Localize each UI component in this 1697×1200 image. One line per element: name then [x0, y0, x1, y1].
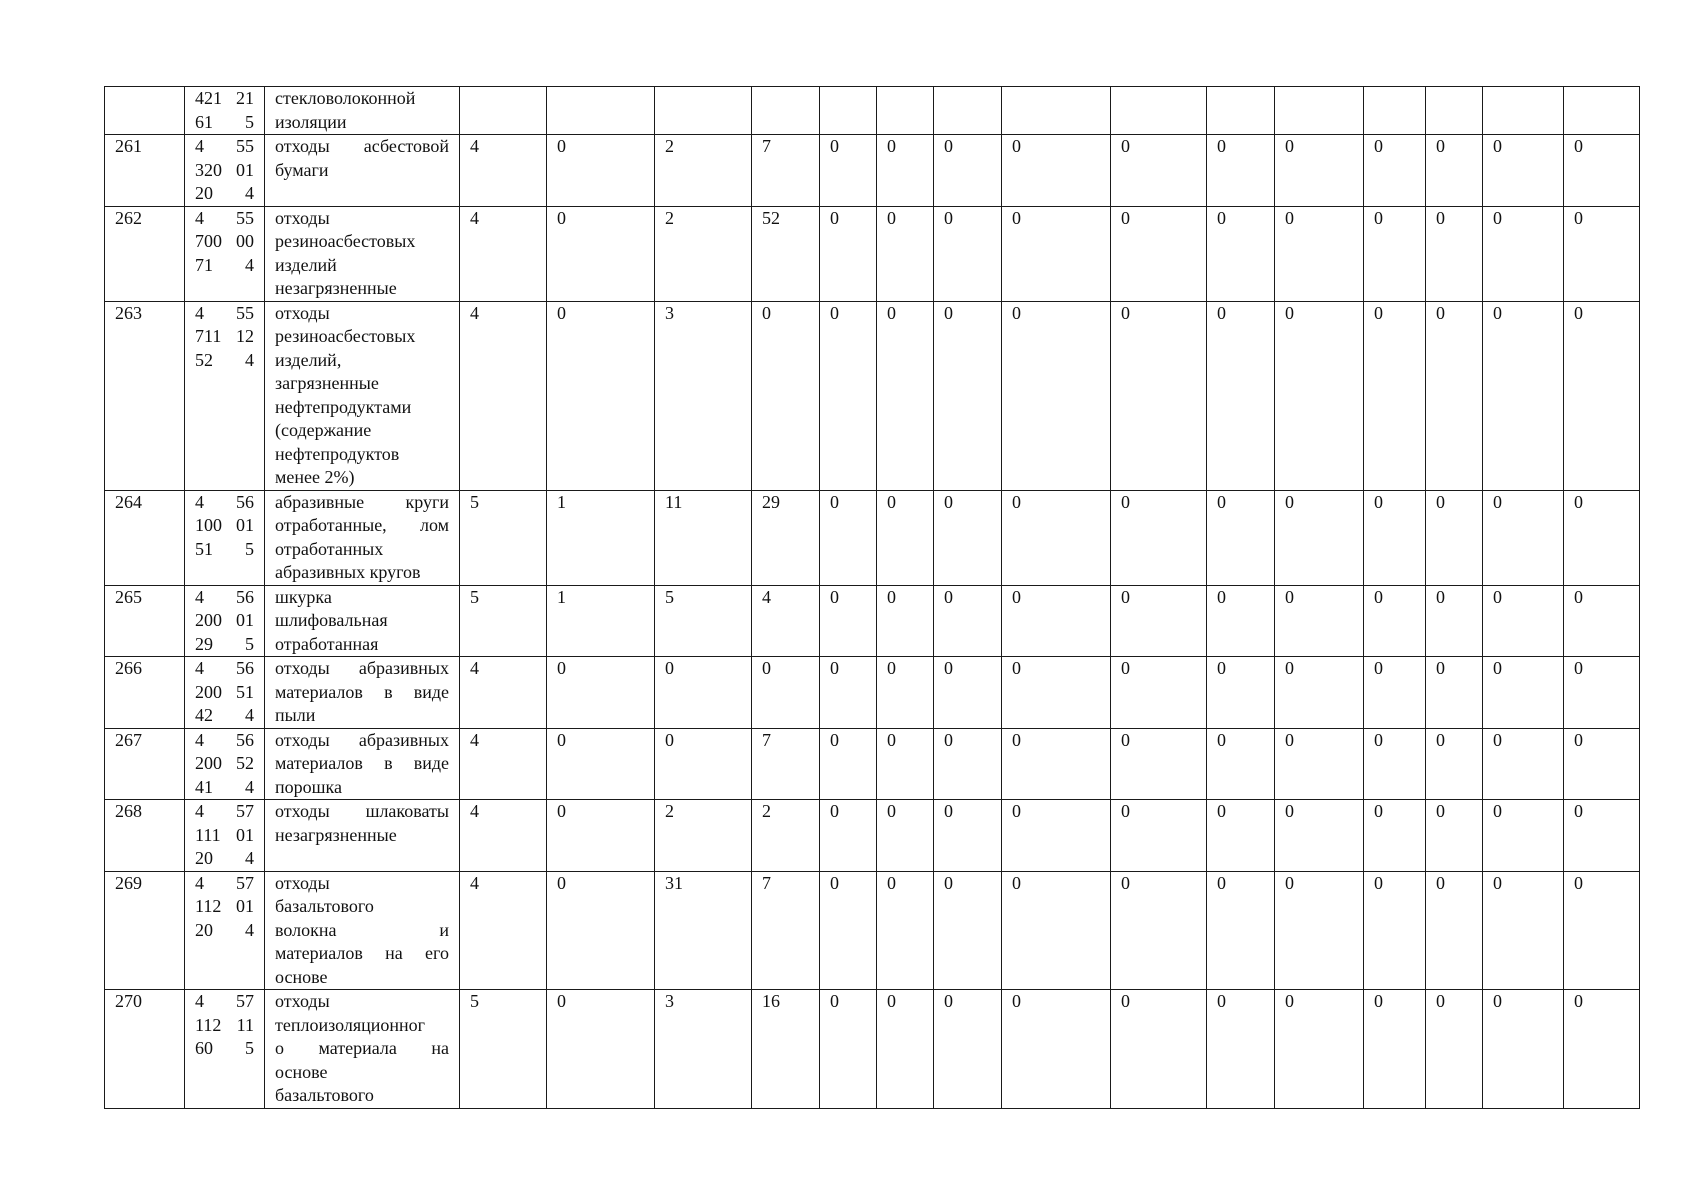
- waste-name-line: стекловолоконной: [275, 88, 416, 108]
- value-cell: 0: [934, 301, 1002, 490]
- value-cell: [1002, 87, 1111, 135]
- value-cell: 0: [877, 585, 934, 657]
- value-cell: 0: [1364, 135, 1426, 207]
- waste-code-line: 4 57: [195, 801, 254, 821]
- value-cell: 0: [1564, 728, 1640, 800]
- value-cell: 4: [460, 135, 547, 207]
- value-cell: 11: [655, 490, 752, 585]
- value-cell: 0: [934, 871, 1002, 990]
- value-cell: 0: [1002, 871, 1111, 990]
- value-cell: 0: [1426, 206, 1483, 301]
- value-cell: 0: [1207, 585, 1275, 657]
- waste-code-cell: [185, 871, 265, 990]
- waste-code-line: 29 5: [195, 633, 254, 654]
- value-cell: [1207, 87, 1275, 135]
- value-cell: 0: [1111, 871, 1207, 990]
- value-cell: 0: [1483, 585, 1564, 657]
- waste-name-line: незагрязненные: [275, 824, 397, 845]
- waste-code-line: 61 5: [195, 111, 254, 132]
- table-row: [105, 871, 1640, 990]
- value-cell: 0: [820, 135, 877, 207]
- waste-code-line: 60 5: [195, 1038, 254, 1058]
- waste-code-line: 111 01: [195, 824, 254, 845]
- value-cell: 0: [1564, 871, 1640, 990]
- value-cell: 4: [460, 871, 547, 990]
- value-cell: 7: [752, 135, 820, 207]
- value-cell: 0: [547, 301, 655, 490]
- row-number-cell: [105, 87, 185, 135]
- value-cell: 0: [1275, 657, 1364, 729]
- value-cell: 0: [1426, 728, 1483, 800]
- waste-name-line: незагрязненные: [275, 278, 397, 298]
- table-row: [105, 490, 1640, 585]
- waste-name-line: материалов на его: [275, 943, 449, 963]
- value-cell: 0: [1364, 585, 1426, 657]
- waste-name-cell: [265, 135, 460, 207]
- waste-code-line: 200 52: [195, 753, 254, 773]
- waste-name-line: пыли: [275, 705, 316, 725]
- waste-code-line: 112 01: [195, 896, 254, 916]
- value-cell: [1364, 87, 1426, 135]
- value-cell: 0: [1111, 135, 1207, 207]
- value-cell: 0: [1275, 135, 1364, 207]
- value-cell: 0: [1275, 490, 1364, 585]
- value-cell: 0: [820, 490, 877, 585]
- waste-name-line: шлифовальная: [275, 610, 388, 630]
- waste-code-line: 421 21: [195, 88, 254, 108]
- value-cell: 0: [1002, 206, 1111, 301]
- value-cell: 0: [1426, 800, 1483, 872]
- waste-code-line: 4 55: [195, 302, 254, 323]
- value-cell: 4: [460, 301, 547, 490]
- value-cell: 3: [655, 990, 752, 1109]
- waste-code-line: 20 4: [195, 183, 254, 203]
- value-cell: 0: [1564, 585, 1640, 657]
- value-cell: 4: [752, 585, 820, 657]
- value-cell: 0: [877, 301, 934, 490]
- value-cell: 0: [1002, 301, 1111, 490]
- row-number-cell: 269: [105, 871, 185, 990]
- value-cell: 0: [1483, 301, 1564, 490]
- table-row: [105, 87, 1640, 135]
- waste-name-cell: [265, 585, 460, 657]
- value-cell: [1426, 87, 1483, 135]
- waste-code-line: 4 57: [195, 872, 254, 893]
- value-cell: 0: [1207, 728, 1275, 800]
- value-cell: 5: [460, 585, 547, 657]
- value-cell: 0: [934, 800, 1002, 872]
- table-row: [105, 990, 1640, 1109]
- value-cell: 0: [1426, 871, 1483, 990]
- value-cell: 4: [460, 657, 547, 729]
- value-cell: 0: [1002, 490, 1111, 585]
- value-cell: 1: [547, 585, 655, 657]
- table-row: [105, 800, 1640, 872]
- value-cell: [1275, 87, 1364, 135]
- value-cell: 0: [1564, 657, 1640, 729]
- value-cell: 0: [820, 728, 877, 800]
- waste-name-line: бумаги: [275, 159, 329, 180]
- waste-code-cell: [185, 490, 265, 585]
- waste-name-line: абразивные круги: [275, 491, 449, 512]
- row-number-cell: 266: [105, 657, 185, 729]
- value-cell: 0: [877, 657, 934, 729]
- value-cell: 0: [1426, 990, 1483, 1109]
- value-cell: 0: [1111, 990, 1207, 1109]
- value-cell: [547, 87, 655, 135]
- waste-code-line: 4 57: [195, 991, 254, 1011]
- value-cell: 2: [655, 206, 752, 301]
- table-row: [105, 585, 1640, 657]
- value-cell: 0: [547, 800, 655, 872]
- value-cell: 0: [1483, 728, 1564, 800]
- value-cell: 0: [1564, 800, 1640, 872]
- value-cell: 0: [1483, 490, 1564, 585]
- value-cell: [460, 87, 547, 135]
- value-cell: 0: [655, 728, 752, 800]
- waste-code-line: 51 5: [195, 538, 254, 559]
- value-cell: 0: [752, 657, 820, 729]
- value-cell: 0: [1207, 206, 1275, 301]
- value-cell: [752, 87, 820, 135]
- value-cell: 0: [820, 990, 877, 1109]
- value-cell: 0: [820, 657, 877, 729]
- value-cell: 52: [752, 206, 820, 301]
- waste-name-line: отходы абразивных: [275, 729, 449, 750]
- value-cell: 0: [934, 585, 1002, 657]
- waste-code-line: 200 51: [195, 681, 254, 702]
- waste-table: [104, 86, 1640, 1109]
- value-cell: 0: [1275, 585, 1364, 657]
- waste-code-line: 4 55: [195, 207, 254, 228]
- value-cell: 0: [820, 301, 877, 490]
- waste-code-line: 4 56: [195, 491, 254, 512]
- value-cell: [877, 87, 934, 135]
- value-cell: 0: [1364, 657, 1426, 729]
- value-cell: 0: [1111, 585, 1207, 657]
- waste-name-line: отходы асбестовой: [275, 136, 449, 156]
- value-cell: 0: [1426, 135, 1483, 207]
- value-cell: 0: [1275, 871, 1364, 990]
- waste-code-cell: [185, 301, 265, 490]
- waste-code-cell: [185, 657, 265, 729]
- value-cell: 0: [1564, 990, 1640, 1109]
- value-cell: 0: [1364, 206, 1426, 301]
- waste-code-line: 711 12: [195, 326, 254, 346]
- waste-code-cell: [185, 206, 265, 301]
- waste-name-line: волокна и: [275, 919, 449, 940]
- waste-name-line: порошка: [275, 776, 342, 797]
- value-cell: 0: [1275, 301, 1364, 490]
- waste-code-line: 20 4: [195, 919, 254, 940]
- value-cell: 0: [1111, 800, 1207, 872]
- value-cell: 0: [547, 871, 655, 990]
- waste-code-line: 4 56: [195, 658, 254, 678]
- value-cell: 0: [547, 657, 655, 729]
- waste-name-cell: [265, 871, 460, 990]
- value-cell: 0: [820, 585, 877, 657]
- waste-name-line: отходы шлаковаты: [275, 801, 449, 821]
- value-cell: 0: [1002, 657, 1111, 729]
- value-cell: 0: [1426, 490, 1483, 585]
- value-cell: 0: [1207, 871, 1275, 990]
- waste-name-cell: [265, 657, 460, 729]
- value-cell: 0: [547, 206, 655, 301]
- value-cell: 29: [752, 490, 820, 585]
- value-cell: [820, 87, 877, 135]
- waste-name-line: изделий: [275, 254, 337, 275]
- waste-name-line: о материала на: [275, 1038, 449, 1058]
- value-cell: 0: [1207, 657, 1275, 729]
- waste-name-line: материалов в виде: [275, 681, 449, 702]
- row-number-cell: 265: [105, 585, 185, 657]
- waste-name-cell: [265, 728, 460, 800]
- value-cell: [1111, 87, 1207, 135]
- waste-name-line: отходы: [275, 207, 330, 228]
- waste-code-line: 200 01: [195, 610, 254, 630]
- waste-code-cell: [185, 135, 265, 207]
- waste-code-cell: [185, 728, 265, 800]
- waste-name-line: отработанных: [275, 538, 384, 559]
- value-cell: 31: [655, 871, 752, 990]
- value-cell: 0: [1002, 585, 1111, 657]
- value-cell: 0: [1207, 490, 1275, 585]
- value-cell: 0: [1483, 800, 1564, 872]
- value-cell: [1564, 87, 1640, 135]
- value-cell: 0: [1002, 728, 1111, 800]
- value-cell: 0: [547, 728, 655, 800]
- value-cell: 0: [1111, 301, 1207, 490]
- row-number-cell: 268: [105, 800, 185, 872]
- value-cell: 0: [752, 301, 820, 490]
- value-cell: 0: [1111, 206, 1207, 301]
- value-cell: 0: [1111, 490, 1207, 585]
- waste-name-line: основе: [275, 966, 328, 987]
- value-cell: 0: [1111, 728, 1207, 800]
- value-cell: 0: [1364, 728, 1426, 800]
- waste-name-line: теплоизоляционног: [275, 1014, 426, 1035]
- waste-name-line: отходы: [275, 991, 330, 1011]
- waste-name-line: отработанные, лом: [275, 515, 449, 535]
- value-cell: 1: [547, 490, 655, 585]
- value-cell: 7: [752, 871, 820, 990]
- value-cell: 0: [1364, 301, 1426, 490]
- waste-name-line: изделий,: [275, 349, 342, 370]
- value-cell: 0: [934, 206, 1002, 301]
- value-cell: 5: [655, 585, 752, 657]
- value-cell: 0: [877, 728, 934, 800]
- waste-name-line: отходы: [275, 872, 330, 893]
- value-cell: 0: [1564, 206, 1640, 301]
- value-cell: 0: [1364, 990, 1426, 1109]
- value-cell: 0: [1207, 301, 1275, 490]
- waste-code-line: 4 56: [195, 729, 254, 750]
- waste-name-cell: [265, 206, 460, 301]
- value-cell: [1483, 87, 1564, 135]
- value-cell: 0: [1483, 206, 1564, 301]
- waste-code-line: 100 01: [195, 515, 254, 535]
- value-cell: 2: [655, 135, 752, 207]
- value-cell: 0: [1483, 990, 1564, 1109]
- value-cell: 0: [1364, 871, 1426, 990]
- waste-name-line: базальтового: [275, 896, 374, 916]
- value-cell: 0: [1483, 657, 1564, 729]
- value-cell: 0: [1111, 657, 1207, 729]
- value-cell: [934, 87, 1002, 135]
- value-cell: 0: [1564, 490, 1640, 585]
- row-number-cell: 264: [105, 490, 185, 585]
- waste-code-line: 4 55: [195, 136, 254, 156]
- waste-code-line: 71 4: [195, 254, 254, 275]
- value-cell: 0: [934, 728, 1002, 800]
- row-number-cell: 262: [105, 206, 185, 301]
- row-number-cell: 270: [105, 990, 185, 1109]
- row-number-cell: 267: [105, 728, 185, 800]
- waste-name-cell: [265, 800, 460, 872]
- waste-name-line: отработанная: [275, 633, 379, 654]
- value-cell: 0: [877, 990, 934, 1109]
- waste-name-line: менее 2%): [275, 467, 355, 487]
- waste-name-line: резиноасбестовых: [275, 326, 416, 346]
- value-cell: 0: [1564, 301, 1640, 490]
- value-cell: 0: [820, 206, 877, 301]
- waste-code-line: 52 4: [195, 349, 254, 370]
- value-cell: 0: [1426, 657, 1483, 729]
- waste-code-line: 41 4: [195, 776, 254, 797]
- waste-name-cell: [265, 990, 460, 1109]
- waste-name-line: шкурка: [275, 586, 332, 607]
- value-cell: 2: [655, 800, 752, 872]
- value-cell: 0: [820, 871, 877, 990]
- value-cell: 0: [1002, 990, 1111, 1109]
- value-cell: 0: [934, 657, 1002, 729]
- value-cell: 0: [547, 135, 655, 207]
- value-cell: 2: [752, 800, 820, 872]
- value-cell: 16: [752, 990, 820, 1109]
- waste-name-line: нефтепродуктами: [275, 396, 412, 417]
- waste-name-line: загрязненные: [275, 373, 379, 393]
- value-cell: 0: [1207, 990, 1275, 1109]
- value-cell: 0: [1275, 800, 1364, 872]
- waste-name-line: отходы абразивных: [275, 658, 449, 678]
- value-cell: 0: [877, 490, 934, 585]
- waste-code-line: 320 01: [195, 159, 254, 180]
- value-cell: 0: [1207, 800, 1275, 872]
- value-cell: 0: [547, 990, 655, 1109]
- value-cell: 5: [460, 490, 547, 585]
- table-row: [105, 657, 1640, 729]
- value-cell: 4: [460, 206, 547, 301]
- table-body: [105, 87, 1640, 1109]
- table-row: [105, 135, 1640, 207]
- value-cell: 0: [1002, 135, 1111, 207]
- waste-name-line: нефтепродуктов: [275, 443, 400, 464]
- waste-name-cell: [265, 301, 460, 490]
- value-cell: 0: [877, 206, 934, 301]
- waste-name-line: основе: [275, 1061, 328, 1082]
- value-cell: 0: [1364, 490, 1426, 585]
- waste-name-line: базальтового: [275, 1085, 374, 1105]
- value-cell: 0: [1426, 301, 1483, 490]
- table-row: [105, 301, 1640, 490]
- value-cell: 0: [877, 800, 934, 872]
- value-cell: 0: [1483, 871, 1564, 990]
- waste-code-line: 4 56: [195, 586, 254, 607]
- table-row: [105, 728, 1640, 800]
- value-cell: 0: [1364, 800, 1426, 872]
- row-number-cell: 263: [105, 301, 185, 490]
- value-cell: 0: [1275, 206, 1364, 301]
- value-cell: 0: [1002, 800, 1111, 872]
- value-cell: 0: [655, 657, 752, 729]
- value-cell: 0: [1275, 990, 1364, 1109]
- value-cell: 0: [934, 990, 1002, 1109]
- waste-name-line: резиноасбестовых: [275, 231, 416, 251]
- value-cell: 0: [934, 490, 1002, 585]
- waste-code-line: 20 4: [195, 848, 254, 868]
- waste-code-line: 42 4: [195, 705, 254, 725]
- value-cell: 4: [460, 728, 547, 800]
- waste-code-line: 112 11: [195, 1014, 254, 1035]
- waste-name-line: (содержание: [275, 420, 372, 440]
- row-number-cell: 261: [105, 135, 185, 207]
- waste-name-line: материалов в виде: [275, 753, 449, 773]
- value-cell: 0: [1564, 135, 1640, 207]
- value-cell: [655, 87, 752, 135]
- value-cell: 0: [820, 800, 877, 872]
- value-cell: 5: [460, 990, 547, 1109]
- waste-code-cell: [185, 990, 265, 1109]
- value-cell: 0: [877, 871, 934, 990]
- value-cell: 0: [1483, 135, 1564, 207]
- waste-code-cell: [185, 585, 265, 657]
- waste-name-cell: [265, 87, 460, 135]
- value-cell: 0: [877, 135, 934, 207]
- waste-name-line: отходы: [275, 302, 330, 323]
- waste-name-line: изоляции: [275, 111, 347, 132]
- value-cell: 0: [1207, 135, 1275, 207]
- value-cell: 3: [655, 301, 752, 490]
- waste-name-line: абразивных кругов: [275, 562, 421, 582]
- waste-code-cell: [185, 800, 265, 872]
- waste-code-cell: [185, 87, 265, 135]
- value-cell: 0: [934, 135, 1002, 207]
- value-cell: 0: [1275, 728, 1364, 800]
- value-cell: 7: [752, 728, 820, 800]
- value-cell: 0: [1426, 585, 1483, 657]
- waste-name-cell: [265, 490, 460, 585]
- value-cell: 4: [460, 800, 547, 872]
- table-row: [105, 206, 1640, 301]
- waste-code-line: 700 00: [195, 231, 254, 251]
